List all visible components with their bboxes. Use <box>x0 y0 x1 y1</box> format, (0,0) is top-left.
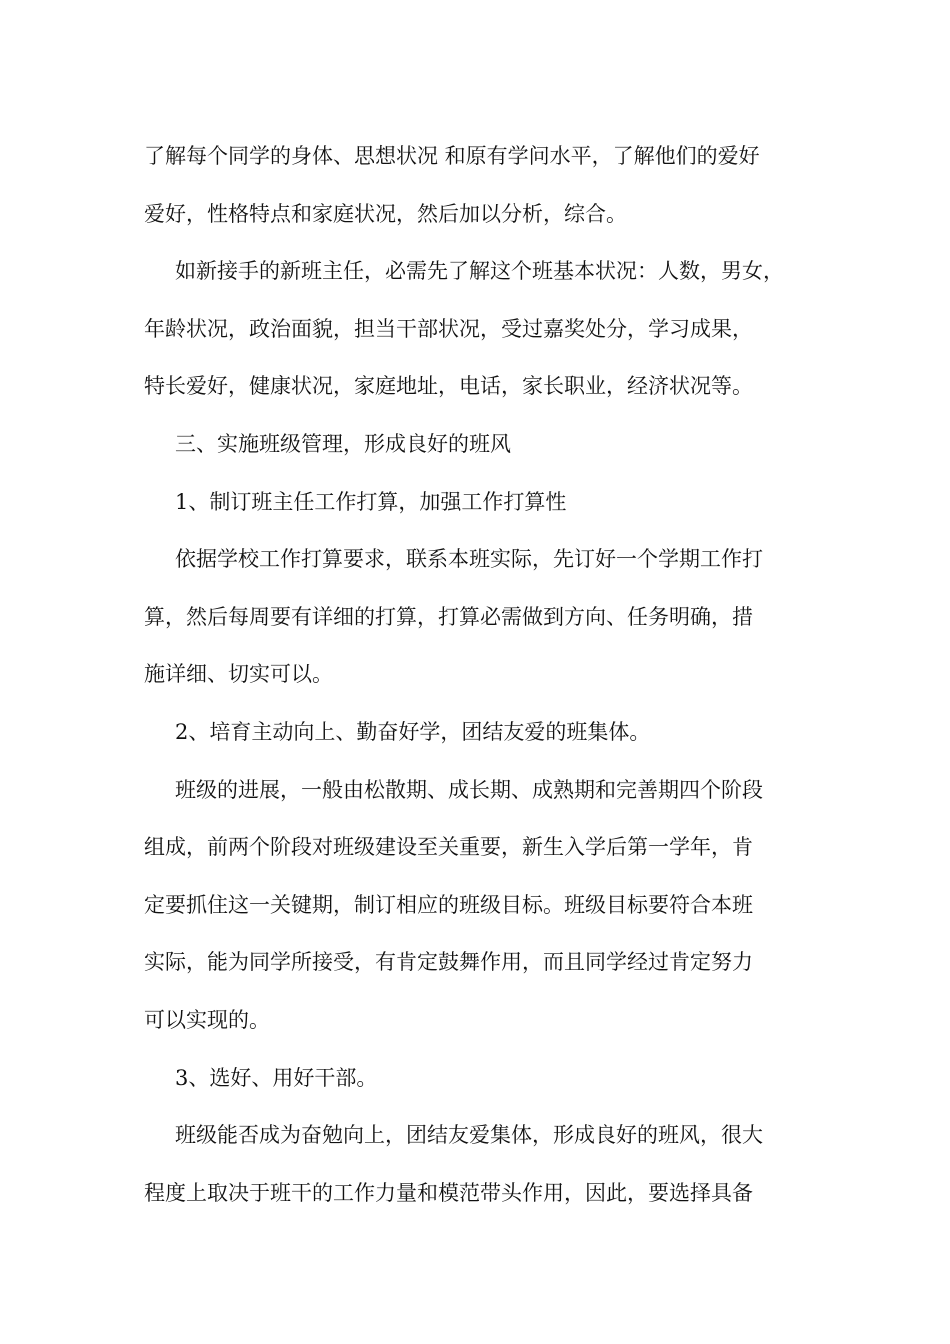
text-line: 年龄状况，政治面貌，担当干部状况，受过嘉奖处分，学习成果， <box>144 316 753 341</box>
text-line: 班级的进展，一般由松散期、成长期、成熟期和完善期四个阶段 <box>175 777 763 802</box>
text-line: 组成，前两个阶段对班级建设至关重要，新生入学后第一学年，肯 <box>144 835 753 860</box>
text-line: 实际，能为同学所接受，有肯定鼓舞作用，而且同学经过肯定努力 <box>144 950 753 975</box>
text-line: 算，然后每周要有详细的打算，打算必需做到方向、任务明确，措 <box>144 604 753 629</box>
text-line: 程度上取决于班干的工作力量和模范带头作用，因此，要选择具备 <box>144 1180 753 1205</box>
text-line: 2、培育主动向上、勤奋好学，团结友爱的班集体。 <box>175 719 651 744</box>
text-line: 班级能否成为奋勉向上，团结友爱集体，形成良好的班风，很大 <box>175 1123 763 1148</box>
document-body <box>144 128 824 1222</box>
text-line: 依据学校工作打算要求，联系本班实际，先订好一个学期工作打 <box>175 547 763 572</box>
text-line: 如新接手的新班主任，必需先了解这个班基本状况：人数，男女， <box>175 259 784 284</box>
text-line: 3、选好、用好干部。 <box>175 1065 378 1090</box>
text-line: 定要抓住这一关键期，制订相应的班级目标。班级目标要符合本班 <box>144 892 753 917</box>
text-line: 了解每个同学的身体、思想状况 和原有学问水平，了解他们的爱好 <box>144 144 760 168</box>
text-line: 爱好，性格特点和家庭状况，然后加以分析，综合。 <box>144 201 627 226</box>
text-line: 三、实施班级管理，形成良好的班风 <box>175 431 511 456</box>
text-line: 可以实现的。 <box>144 1007 270 1032</box>
text-line: 1、制订班主任工作打算，加强工作打算性 <box>175 489 567 514</box>
text-line: 施详细、切实可以。 <box>144 662 333 687</box>
text-line: 特长爱好，健康状况，家庭地址，电话，家长职业，经济状况等。 <box>144 374 753 399</box>
